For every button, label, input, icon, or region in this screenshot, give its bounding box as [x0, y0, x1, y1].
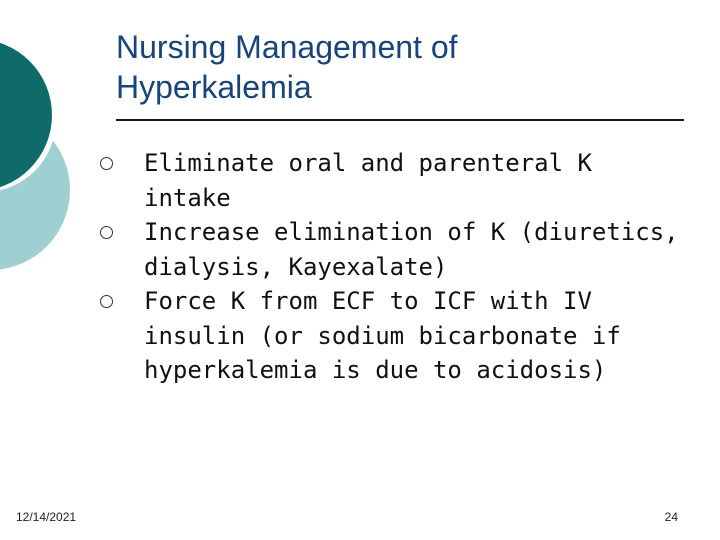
bullet-line: Force K from ECF to ICF with IV — [144, 287, 592, 315]
bullet-item — [100, 146, 680, 215]
title-divider — [116, 119, 684, 121]
bullet-line: intake — [144, 183, 231, 212]
bullet-line: dialysis, Kayexalate) — [144, 252, 448, 281]
bullet-line: Eliminate oral and parenteral K — [144, 149, 592, 177]
bullet-list — [100, 146, 680, 388]
hollow-circle-bullet-icon — [100, 157, 113, 170]
hollow-circle-bullet-icon — [100, 295, 113, 308]
bullet-line: Increase elimination of K (diuretics, — [144, 218, 679, 246]
bullet-line: insulin (or sodium bicarbonate if — [144, 321, 621, 350]
bullet-item — [100, 284, 680, 388]
bullet-line: hyperkalemia is due to acidosis) — [144, 356, 607, 384]
title-line: Hyperkalemia — [116, 69, 312, 105]
footer-date: 12/14/2021 — [16, 510, 77, 524]
decorative-circles — [0, 0, 80, 290]
bullet-item — [100, 215, 680, 284]
title-line: Nursing Management of — [116, 29, 458, 65]
hollow-circle-bullet-icon — [100, 226, 113, 239]
slide-title — [116, 27, 676, 107]
page-number: 24 — [664, 510, 678, 524]
